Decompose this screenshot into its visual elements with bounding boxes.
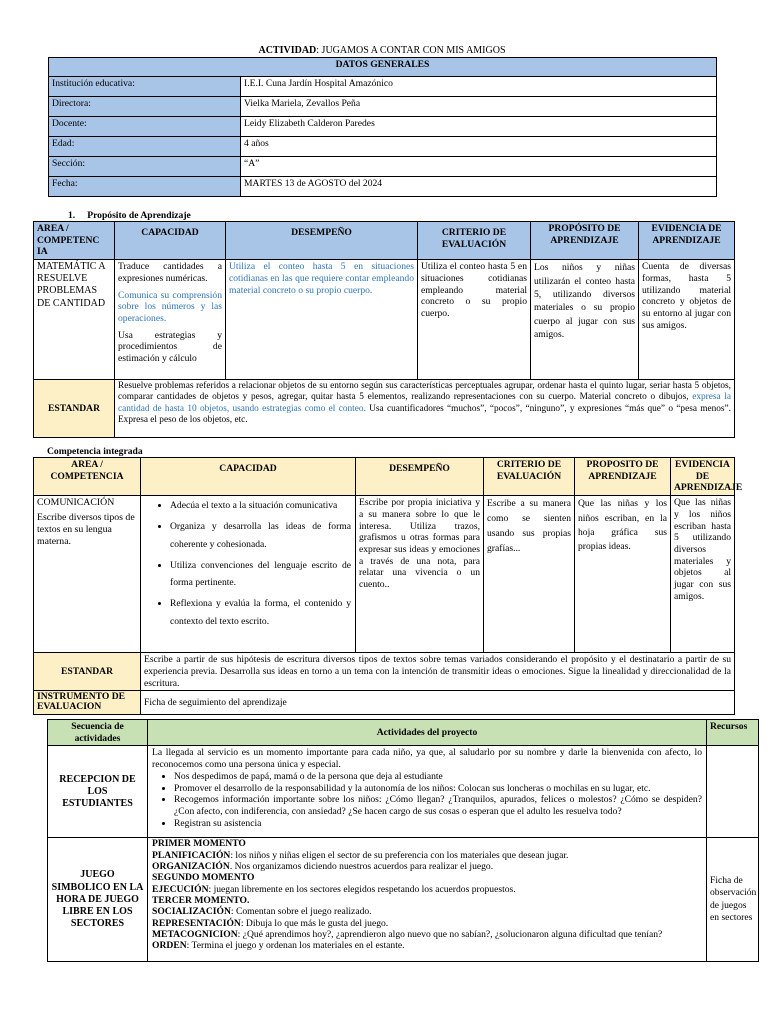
t1-desempeno: Utiliza el conteo hasta 5 en situaciones cotidianas en las que requiere contar empleando material concreto o su propio cuerpo.: [226, 260, 418, 380]
datos-value-directora: Vielka Mariela, Zevallos Peña: [241, 97, 717, 117]
t3-juego-line-7: SOCIALIZACIÓN: Comentan sobre el juego realizado.: [152, 906, 372, 918]
proposito-table: [33, 221, 735, 438]
t2-header-capacidad: CAPACIDAD: [141, 458, 356, 496]
datos-value-docente: Leidy Elizabeth Calderon Paredes: [241, 117, 717, 137]
t3-recepcion-recursos: [707, 746, 759, 838]
t3-juego-line-1: [152, 838, 702, 849]
datos-label-fecha: Fecha:: [49, 177, 241, 197]
t2-capacidad-2: • Organiza y desarrolla las ideas de forma coherente y cohesionada.: [170, 518, 351, 553]
t3-juego-line-4: [152, 872, 702, 883]
t2-capacidad-3: • Utiliza convenciones del lenguaje escrito de forma pertinente.: [170, 557, 351, 592]
t3-recepcion-item-1: • Nos despedimos de papá, mamá o de la persona que deja al estudiante: [174, 771, 702, 783]
t3-header-actividades: Actividades del proyecto: [148, 720, 707, 746]
t3-juego-line-9: METACOGNICION: ¿Qué aprendimos hoy?, ¿aprendieron algo nuevo que no sabían?, ¿solucionaron alguna dificultad que tenían?: [152, 928, 663, 940]
datos-generales-table: [48, 57, 717, 197]
t1-header-evidencia: EVIDENCIA DE APRENDIZAJE: [639, 222, 735, 260]
t2-criterio: Escribe a su manera como se sienten usando sus propias grafías...: [484, 496, 575, 653]
t1-estandar-b: expresa la cantidad de hasta 10 objetos, usando estrategias como el conteo.: [118, 392, 731, 414]
t2-header-proposito: PROPOSITO DE APRENDIZAJE: [575, 458, 671, 496]
page-title: [48, 45, 716, 57]
t3-juego-head-8: REPRESENTACIÓN: [152, 917, 241, 929]
datos-label-institucion: Institución educativa:: [49, 77, 241, 97]
t2-proposito: Que las niñas y los niños escriban, en la hoja gráfica sus propias ideas.: [575, 496, 671, 653]
t3-juego-head-4: SEGUNDO MOMENTO: [152, 872, 255, 884]
t3-juego-recursos: Ficha de observación de juegos en sectores: [707, 838, 759, 962]
t3-recepcion-intro: La llegada al servicio es un momento importante para cada niño, ya que, al saludarlo por su nombre y darle la bienvenida con afecto, lo reconocemos como una persona única y especial.: [152, 747, 702, 771]
t1-header-criterio: CRITERIO DE EVALUACIÓN: [418, 222, 531, 260]
t2-area-text: Escribe diversos tipos de textos en su lengua materna.: [37, 512, 135, 547]
t1-area: MATEMÁTIC A RESUELVE PROBLEMAS DE CANTIDAD: [34, 260, 115, 380]
t3-juego-head-6: TERCER MOMENTO.: [152, 894, 250, 906]
t3-juego-line-6: [152, 895, 702, 906]
t2-estandar: Escribe a partir de sus hipótesis de escritura diversos tipos de textos sobre temas variados considerando el propósito y el destinatario a partir de su experiencia previa. Desarrolla sus ideas en torno a un tema con la intención de transmitir ideas o emociones. Sigue la linealidad y direccionalidad de la escritura.: [141, 653, 735, 691]
t1-evidencia: Cuenta de diversas formas, hasta 5 utilizando material concreto y objetos de su entorno al jugar con sus amigos.: [639, 260, 735, 380]
datos-label-docente: Docente:: [49, 117, 241, 137]
t2-area: [34, 496, 141, 653]
t2-evidencia: Que las niñas y los niños escriban hasta 5 utilizando diversos materiales y objetos al jugar con sus amigos.: [671, 496, 735, 653]
actividades-table: [47, 719, 759, 962]
t1-capacidad-3: Usa estrategias y procedimientos de estimación y cálculo: [118, 329, 222, 365]
t3-juego-head-1: PRIMER MOMENTO: [152, 838, 246, 850]
t3-header-recursos: Recursos: [707, 720, 759, 746]
t2-capacidades: [141, 496, 356, 653]
t1-capacidad-1: Traduce cantidades a expresiones numéricas.: [118, 261, 222, 284]
t2-header-desempeno: DESEMPEÑO: [356, 458, 484, 496]
title-prefix: ACTIVIDAD: [258, 45, 317, 56]
t2-header-criterio: CRITERIO DE EVALUACIÓN: [484, 458, 575, 496]
t1-header-desempeno: DESEMPEÑO: [226, 222, 418, 260]
t2-capacidad-4: • Reflexiona y evalúa la forma, el contenido y contexto del texto escrito.: [170, 595, 351, 630]
t3-juego-line-2: PLANIFICACIÓN: los niños y niñas eligen el sector de su preferencia con los materiales que desean jugar.: [152, 849, 569, 861]
t1-proposito: Los niños y niñas utilizarán el conteo hasta 5, utilizando diversos materiales o su propio cuerpo al jugar con sus amigos.: [531, 260, 639, 380]
t3-recepcion-label: RECEPCION DE LOS ESTUDIANTES: [48, 746, 148, 838]
t2-instrumento: Ficha de seguimiento del aprendizaje: [141, 691, 735, 715]
t1-header-proposito: PROPÓSITO DE APRENDIZAJE: [531, 222, 639, 260]
t2-instrumento-label: INSTRUMENTO DE EVALUACION: [34, 691, 141, 715]
datos-value-seccion: “A”: [241, 157, 717, 177]
t3-recepcion-item-3: • Recogemos información importante sobre los niños: ¿Cómo llegan? ¿Tranquilos, apurados, felices o molestos? ¿Cómo se despiden? ¿Con afecto, con indiferencia, con ansiedad? ¿Se hacen cargo de sus cosas o esperan que el adulto les resuelva todo?: [174, 794, 702, 817]
datos-value-institucion: I.E.I. Cuna Jardín Hospital Amazónico: [241, 77, 717, 97]
datos-header: DATOS GENERALES: [49, 58, 717, 77]
datos-label-edad: Edad:: [49, 137, 241, 157]
t2-desempeno: Escribe por propia iniciativa y a su manera sobre lo que le interesa. Utiliza trazos, grafismos u otras formas para expresar sus ideas y emociones a través de una nota, para relatar una vivencia o un cuento..: [356, 496, 484, 653]
t1-estandar-label: ESTANDAR: [34, 380, 115, 438]
t2-header-area: AREA / COMPETENCIA: [34, 458, 141, 496]
proposito-heading: [68, 210, 191, 222]
t1-estandar-a: Resuelve problemas referidos a relacionar objetos de su entorno según sus características perceptuales agrupar, ordenar hasta el quinto lugar, seriar hasta 5 objetos, comparar cantidades de objetos y pesos, agregar, quitar hasta 5 elementos, realizando representaciones con su cuerpo. Material concreto o dibujos,: [118, 381, 731, 403]
competencia-heading: Competencia integrada: [47, 446, 143, 457]
t2-capacidad-1: • Adecúa el texto a la situación comunicativa: [170, 497, 351, 514]
t3-juego-head-3: ORGANIZACIÓN: [152, 861, 230, 873]
datos-value-edad: 4 años: [241, 137, 717, 157]
t2-area-title: COMUNICACIÓN: [37, 497, 115, 509]
t1-criterio: Utiliza el conteo hasta 5 en situaciones cotidianas empleando material concreto o su propio cuerpo.: [418, 260, 531, 380]
t3-juego-content: [148, 838, 707, 962]
t1-header-capacidad: CAPACIDAD: [115, 222, 226, 260]
t3-recepcion-content: [148, 746, 707, 838]
t1-estandar: [115, 380, 735, 438]
t3-juego-label: JUEGO SIMBOLICO EN LA HORA DE JUEGO LIBRE EN LOS SECTORES: [48, 838, 148, 962]
t1-capacidad-2: Comunica su comprensión sobre los números y las operaciones.: [118, 289, 222, 324]
t3-juego-head-2: PLANIFICACIÓN: [152, 849, 231, 861]
t3-juego-line-8: REPRESENTACIÓN: Dibuja lo que más le gusta del juego.: [152, 917, 389, 929]
proposito-text: Propósito de Aprendizaje: [87, 210, 191, 221]
t2-estandar-label: ESTANDAR: [34, 653, 141, 691]
t3-header-secuencia: Secuencia de actividades: [48, 720, 148, 746]
t3-recepcion-item-4: • Registran su asistencia: [174, 818, 702, 830]
t3-juego-head-7: SOCIALIZACIÓN: [152, 906, 231, 918]
t1-estandar-c: Usa cuantificadores “muchos”, “pocos”, “ninguno”, y expresiones “más que” o “pesa menos”. Expresa el peso de los objetos, etc.: [118, 403, 732, 426]
t3-juego-head-9: METACOGNICION: [152, 928, 238, 940]
proposito-number: 1.: [68, 210, 76, 221]
t1-capacidades: [115, 260, 226, 380]
t3-juego-head-10: ORDEN: [152, 940, 187, 952]
t3-juego-line-5: EJECUCIÓN: juegan libremente en los sectores elegidos respetando los acuerdos propuestos.: [152, 883, 516, 895]
competencia-table: [33, 457, 743, 715]
t2-header-evidencia: EVIDENCIA DE APRENDIZAJE: [671, 458, 735, 496]
datos-label-directora: Directora:: [49, 97, 241, 117]
t3-juego-line-3: ORGANIZACIÓN. Nos organizamos diciendo nuestros acuerdos para realizar el juego.: [152, 861, 494, 873]
title-rest: : JUGAMOS A CONTAR CON MIS AMIGOS: [316, 45, 506, 56]
t3-recepcion-item-2: • Promover el desarrollo de la responsabilidad y la autonomía de los niños: Colocan sus loncheras o mochilas en su lugar, etc.: [174, 783, 702, 795]
datos-value-fecha: MARTES 13 de AGOSTO del 2024: [241, 177, 717, 197]
t3-juego-head-5: EJECUCIÓN: [152, 883, 209, 895]
t1-header-area: AREA / COMPETENC IA: [34, 222, 115, 260]
t3-juego-line-10: ORDEN: Termina el juego y ordenan los materiales en el estante.: [152, 940, 405, 952]
datos-label-seccion: Sección:: [49, 157, 241, 177]
